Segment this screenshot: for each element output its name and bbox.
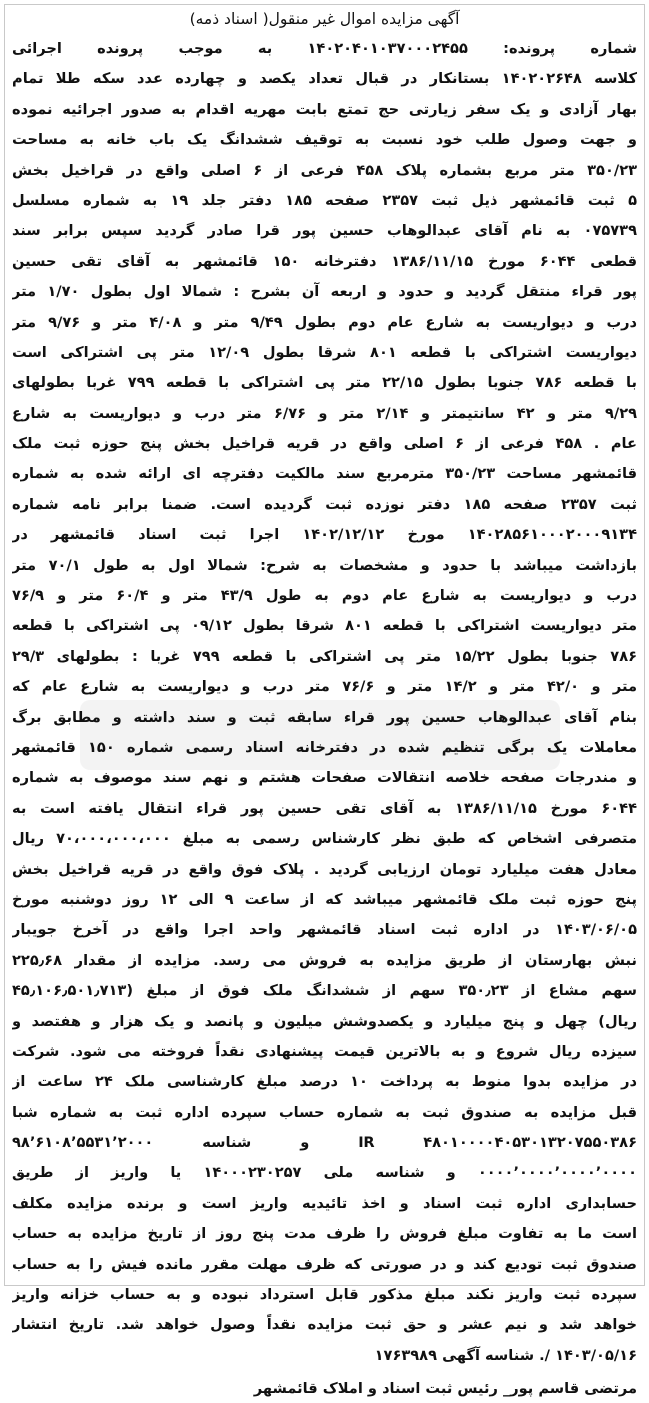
notice-line: IR ۴۸۰۱۰۰۰۰۴۰۵۳۰۱۳۲۰۷۵۵۰۳۸۶ و شناسه ۹۸٬۶۱۰۸٬۵۵۳۱٬۲۰۰۰ [12, 1134, 637, 1152]
notice-line: صندوق ثبت تودیع کند و در صورتی که ظرف مهلت مقرر مانده فیش را به حساب [12, 1255, 637, 1273]
notice-line: شماره پرونده: ۱۴۰۲۰۴۰۱۰۳۷۰۰۰۲۴۵۵ به موجب پرونده اجرائی [12, 40, 637, 57]
notice-line: ریال) چهل و پنج میلیارد و یکصدوشش میلیون و پانصد و یک هزار و هفتصد و [12, 1012, 637, 1030]
notice-line: سپرده ثبت واریز نکند مبلغ مذکور قابل استرداد نبوده و به حساب خزانه واریز [12, 1286, 637, 1304]
notice-line: و مندرجات صفحه خلاصه انتقالات صفحات هشتم و نهم سند موصوف به شماره [12, 769, 637, 787]
notice-body [12, 34, 637, 1371]
notice-line: حسابداری اداره ثبت اسناد و اخذ تائیدیه واریز است و برنده مزایده مکلف [12, 1194, 637, 1212]
notice-line: متر دیواریست اشتراکی با قطعه ۸۰۱ شرقا بطول ۰۹/۱۲ پی اشتراکی با قطعه [12, 617, 637, 635]
notice-line: ۰۰۰۰٬۰۰۰۰٬۰۰۰۰٬۰۰۰۰ و شناسه ملی ۱۴۰۰۰۲۳۰۲۵۷ یا واریز از طریق [12, 1164, 637, 1182]
notice-line: با قطعه ۷۸۶ جنوبا بطول ۲۲/۱۵ متر پی اشتراکی با قطعه ۷۹۹ غربا بطولهای [12, 374, 637, 392]
notice-line: سیزده ریال شروع و به بالاترین قیمت پیشنهادی نقداً فروخته می شود. شرکت [12, 1042, 637, 1060]
notice-content [12, 6, 637, 1398]
notice-line: ۳۵۰/۲۳ متر مربع بشماره پلاک ۴۵۸ فرعی از ۶ اصلی واقع در قراخیل بخش [12, 161, 637, 179]
notice-line: بنام آقای عبدالوهاب حسین پور قراء سابقه ثبت و سند داشته و مطابق برگ [12, 708, 637, 726]
notice-line: معاملات یک برگی تنظیم شده در دفترخانه اسناد رسمی شماره ۱۵۰ قائمشهر [12, 738, 637, 756]
notice-line: سهم مشاع از ۳۵۰٫۲۳ سهم از ششدانگ ملک فوق از مبلغ (۴۵٫۱۰۶٫۵۰۱٫۷۱۳ [12, 982, 637, 1000]
notice-line: درب و دیواریست به شارع عام دوم بطول ۹/۴۹ متر و ۴/۰۸ متر و ۹/۷۶ متر [12, 313, 637, 331]
notice-line: قطعی ۶۰۴۴ مورخ ۱۳۸۶/۱۱/۱۵ دفترخانه ۱۵۰ قائمشهر به آقای تقی حسین [12, 252, 637, 270]
notice-line: ۷۸۶ جنوبا بطول ۱۵/۲۲ متر پی اشتراکی با قطعه ۷۹۹ غربا : بطولهای ۲۹/۳ [12, 647, 637, 665]
notice-line: متصرفی اشخاص که طبق نظر کارشناس رسمی به مبلغ ۷۰،۰۰۰،۰۰۰،۰۰۰ ریال [12, 830, 637, 848]
notice-line: نبش بهارستان از طریق مزایده به فروش می رسد. مزایده از مقدار ۲۲۵٫۶۸ [12, 951, 637, 969]
notice-line: پور قراء منتقل گردید و حدود و اربعه آن بشرح : شمالا اول بطول ۱/۷۰ متر [12, 283, 637, 301]
notice-line: قائمشهر مساحت ۳۵۰/۲۳ مترمربع سند مالکیت دفترچه ای ارائه شده به شماره [12, 465, 637, 483]
notice-line: خواهد شد و نیم عشر و حق ثبت مزایده نقداً وصول خواهد شد. تاریخ انتشار [12, 1316, 637, 1334]
notice-line: ۰۷۵۷۳۹ به نام آقای عبدالوهاب حسین پور قرا صادر گردید سپس برابر سند [12, 222, 637, 240]
signature-line: مرتضی قاسم پور_ رئیس ثبت اسناد و املاک قائمشهر [253, 1380, 637, 1398]
notice-line: ثبت ۲۳۵۷ صفحه ۱۸۵ دفتر نوزده ثبت گردیده است. ضمنا برابر نامه شماره [12, 495, 637, 513]
notice-title: آگهی مزایده اموال غیر منقول( اسناد ذمه) [189, 10, 460, 28]
notice-line: است ما به تفاوت مبلغ فروش را ظرف مدت پنج روز از تاریخ مزایده به حساب [12, 1225, 637, 1243]
notice-line: عام . ۴۵۸ فرعی از ۶ اصلی واقع در قریه قراخیل بخش پنج حوزه ثبت ملک [12, 435, 637, 453]
notice-line: قبل مزایده به صندوق ثبت به شماره حساب سپرده اداره ثبت به شماره شبا [12, 1103, 637, 1121]
notice-line: ۵ ثبت قائمشهر ذیل ثبت ۲۳۵۷ صفحه ۱۸۵ دفتر جلد ۱۹ به شماره مسلسل [12, 191, 637, 209]
notice-line-last: ۱۴۰۳/۰۵/۱۶ /. شناسه آگهی ۱۷۶۳۹۸۹ [374, 1346, 637, 1364]
notice-line: و جهت وصول طلب خود نسبت به توقیف ششدانگ یک باب خانه به مساحت [12, 131, 637, 149]
notice-line: ۱۴۰۲۸۵۶۱۰۰۰۲۰۰۰۹۱۳۴ مورخ ۱۴۰۲/۱۲/۱۲ اجرا ثبت اسناد قائمشهر در [12, 526, 637, 544]
notice-line: ۶۰۴۴ مورخ ۱۳۸۶/۱۱/۱۵ به آقای تقی حسین پور قراء انتقال یافته است به [12, 799, 637, 817]
notice-line: متر و ۴۲/۰ متر و ۱۴/۲ متر و ۷۶/۶ متر درب و دیواریست به شارع عام که [12, 678, 637, 696]
notice-line: کلاسه ۱۴۰۲۰۲۶۴۸ بستانکار در قبال تعداد یکصد و چهارده عدد سکه طلا تمام [12, 70, 637, 88]
notice-line: بهار آزادی و یک سفر زیارتی حج تمتع بابت مهریه اقدام به صدور اجرائیه نموده [12, 100, 637, 118]
notice-line: پنج حوزه ثبت ملک قائمشهر میباشد که از ساعت ۹ الی ۱۲ روز دوشنبه مورخ [12, 890, 637, 908]
notice-line: بازداشت میباشد با حدود و مشخصات به شرح: شمالا اول به طول ۷۰/۱ متر [12, 556, 637, 574]
notice-line: معادل هفت میلیارد تومان ارزیابی گردید . پلاک فوق واقع در قریه قراخیل بخش [12, 860, 637, 878]
notice-line: ۱۴۰۳/۰۶/۰۵ در اداره ثبت اسناد قائمشهر واحد اجرا واقع در آخرخ جویبار [12, 921, 637, 939]
notice-line: در مزایده بدوا منوط به پرداخت ۱۰ درصد مبلغ کارشناسی ملک ۲۴ ساعت از [12, 1073, 637, 1091]
notice-line: ۹/۲۹ متر و ۴۲ سانتیمتر و ۲/۱۴ متر و ۶/۷۶ متر درب و دیواریست به شارع [12, 404, 637, 422]
notice-line: دیواریست اشتراکی با قطعه ۸۰۱ شرقا بطول ۱۲/۰۹ متر پی اشتراکی است [12, 343, 637, 361]
notice-line: درب و دیواریست به شارع عام دوم به طول ۴۳/۹ متر و ۶۰/۴ متر و ۷۶/۹ [12, 587, 637, 605]
